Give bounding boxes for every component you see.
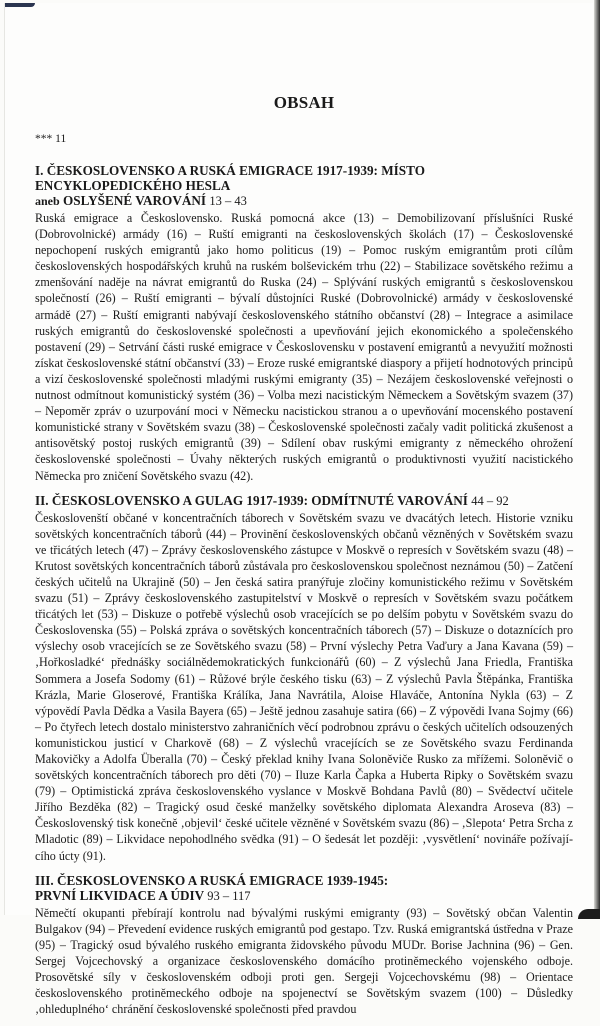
preface-entry (35, 133, 573, 145)
subtitle-text: PRVNÍ LIKVIDACE A ÚDIV (35, 887, 204, 903)
subtitle-text: OSLYŠENÉ VAROVÁNÍ (62, 193, 207, 208)
chapter-title: I. ČESKOSLOVENSKO A RUSKÁ EMIGRACE 1917-1939: MÍSTO ENCYKLOPEDICKÉHO HESLA (35, 163, 425, 193)
chapter-subtitle (35, 888, 573, 904)
chapter-title: II. ČESKOSLOVENSKO A GULAG 1917-1939: ODMÍTNUTÉ VAROVÁNÍ (35, 492, 468, 508)
chapter-1 (35, 163, 573, 484)
chapter-subtitle (35, 193, 573, 209)
chapter-heading (35, 163, 573, 209)
chapter-2 (35, 493, 573, 864)
chapter-pages: 93 – 117 (207, 888, 251, 903)
page-title: OBSAH (273, 93, 335, 112)
scan-corner-top-left (5, 3, 35, 7)
chapter-heading (35, 493, 573, 509)
book-page (4, 3, 593, 1017)
chapter-summary: Českoslovenští občané v koncentračních táborech v Sovětském svazu ve dvacátých letech. Historie vzniku sovětských koncentračních táborů (44) – Provinění československých občanů vězněných v Sovětském svazu ve třicátých letech (47) – Zprávy československého zástupce v Moskvě o represích v Sovětském svazu (48) – Krutost sovětských koncentračních táborů zůstávala pro československou společnost neznámou (50) – Zatčení českých učitelů na Ukrajině (50) – Jen česká satira pranýřuje zločiny komunistického režimu v Sovětském svazu (51) – Zprávy československého zastupitelství v Moskvě o represích v Sovětském svazu počátkem třicátých let (53) – Diskuze o potřebě výslechů osob vracejících se po delším pobytu v Sovětském svazu do Československa (55) – Polská zpráva o sovětských koncentračních táborech (57) – Diskuze o dotaznících pro výslechy osob vracejících se ze Sovětského svazu (58) – První výslechy Petra Vaďury a Jana Kavana (59) – ‚Hořkosladké‘ přednášky sociálnědemokratických funkcionářů (60) – Z výslechů Jana Friedla, Františka Sommera a Josefa Sodomy (61) – Růžové brýle českého tisku (63) – Z výslechů Pavla Štěpánka, Františka Krázla, Marie Gloserové, Františka Králíka, Jana Navrátila, Aloise Hlaváče, Antonína Nykla (63) – Z výpovědí Pavla Dědka a Vasila Bayera (65) – Ještě jednou zasahuje satira (66) – Z výpovědi Ivana Sojmy (66) – Po čtyřech letech dostalo ministerstvo zahraničních věcí podrobnou zprávu o českých učitelích odsouzených komunistickou justicí v Charkově (68) – Z výslechů vracejících se ze Sovětského svazu Ferdinanda Makovičky a Adolfa Überalla (70) – Český překlad knihy Ivana Soloněviče Rusko za mřížemi. Soloněvič o sovětských koncentračních táborech pro děti (70) – Iluze Karla Čapka a Huberta Ripky o Sovětském svazu (79) – Optimistická zpráva československého vyslance v Moskvě Bohdana Pavlů (80) – Svědectví učitele Jiřího Bezděka (82) – Tragický osud české manželky sovětského diplomata Alexandra Aroseva (83) – Československý tisk konečně ‚objevil‘ české učitele vězněné v Sovětském svazu (86) – ‚Slepota‘ Petra Srcha z Mladotic (89) – Likvidace nepohodlného svědka (91) – O šedesát let později: ‚vysvětlení‘ novináře požívajícího úcty (91). (35, 510, 573, 863)
chapter-3 (35, 873, 573, 1018)
chapter-pages: 44 – 92 (471, 493, 509, 508)
subtitle-lead: aneb (35, 194, 60, 208)
chapter-heading (35, 873, 573, 904)
preface-page: 11 (55, 133, 67, 145)
chapter-title: III. ČESKOSLOVENSKO A RUSKÁ EMIGRACE 1939-1945: (35, 872, 389, 888)
chapter-summary: Ruská emigrace a Československo. Ruská pomocná akce (13) – Demobilizovaní příslušníci Ruské (Dobrovolnické) armády (16) – Ruští emigranti na československých školách (17) – Československé nepochopení ruských emigrantů jako homo politicus (19) – Pomoc ruským emigrantům proti cílům československých hospodářských kruhů na ruském bolševickém trhu (22) – Stabilizace sovětského režimu a zmenšování naděje na návrat emigrantů do Ruska (24) – Splývání ruských emigrantů s československou společností (26) – Ruští emigranti – bývalí důstojníci Ruské (Dobrovolnické) armády v československé armádě (27) – Ruští emigranti nabývají československého státního občanství (28) – Integrace a asimilace ruských emigrantů do československé společnosti a upevňování jejich ekonomického a společenského postavení (29) – Setrvání části ruské emigrace v Československu v postavení emigrantů a nevyužití možnosti získat československé státní občanství (33) – Eroze ruské emigrantské diaspory a přijetí hodnotových principů a vizí československé společnosti mladými ruskými emigranty (35) – Nezájem československé veřejnosti o nutnost odmítnout komunistický systém (36) – Volba mezi nacistickým Německem a Sovětským svazem (37) – Nepoměr zpráv o uzurpování moci v Německu nacistickou stranou a o upevňování mocenského postavení komunistické strany v Sovětském svazu (38) – Československé společnosti začaly vadit politická zkušenost a antisovětský postoj ruských emigrantů (39) – Sdílení obav ruskými emigranty z německého ohrožení československé společnosti – Úvahy některých ruských emigrantů o produktivnosti využití nacistického Německa pro zničení Sovětského svazu (42). (35, 211, 573, 483)
preface-marker: *** (35, 133, 53, 145)
chapter-summary: Němečtí okupanti přebírají kontrolu nad bývalými ruskými emigranty (93) – Sovětský občan Valentin Bulgakov (94) – Převedení evidence ruských emigrantů pod gestapo. Tzv. Ruská emigrantská ústředna v Praze (95) – Tragický osud bývalého ruského emigranta židovského původu MUDr. Borise Jachnina (96) – Gen. Sergej Vojcechovský a organizace československého domácího protiněmeckého vojenského odboje. Prosovětské síly v československém odboji proti gen. Sergeji Vojcechovskému (98) – Orientace československého protiněmeckého odboje na spojenectví se Sovětským svazem (100) – Důsledky ‚ohleduplného‘ chránění československé společnosti před pravdou (35, 905, 573, 1017)
table-of-contents (35, 93, 573, 1026)
scan-corner-bottom-right (578, 909, 600, 919)
chapter-pages: 13 – 43 (209, 194, 247, 208)
scan-edge-right (594, 0, 600, 919)
